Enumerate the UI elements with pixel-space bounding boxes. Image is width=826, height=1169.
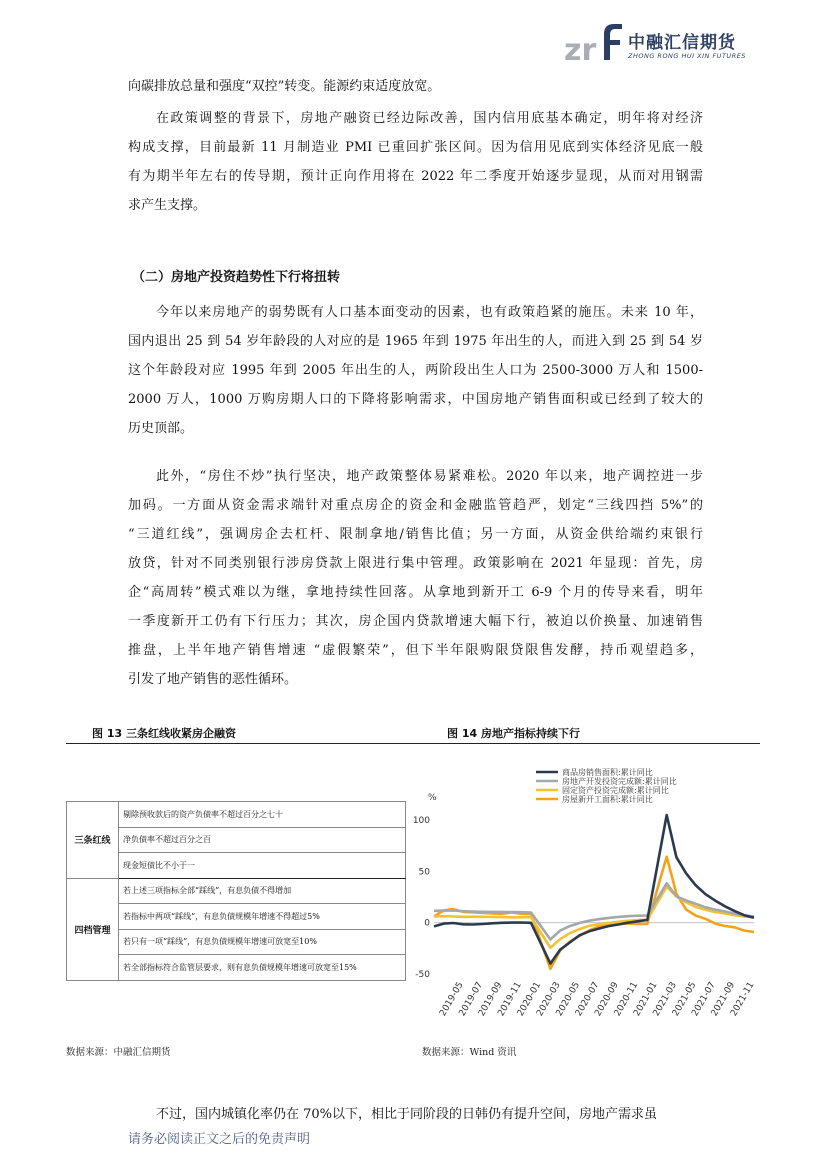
figure-14-source: 数据来源：Wind 资讯 bbox=[422, 1047, 517, 1058]
svg-text:zr: zr bbox=[564, 33, 597, 64]
paragraph-line: 有为期半年左右的传导期，预计正向作用将在 2022 年二季度开始逐步显现，从而对用钢需 bbox=[128, 169, 703, 184]
paragraph-line: 加码。一方面从资金需求端针对重点房企的资金和金融监管趋严，划定“三线四挡 5%”的 bbox=[128, 498, 703, 513]
paragraph-1 bbox=[128, 72, 703, 101]
y-tick-label: 50 bbox=[418, 867, 430, 878]
group-label: 四档管理 bbox=[67, 878, 119, 980]
paragraph-line: 在政策调整的背景下，房地产融资已经边际改善，国内信用底基本确定，明年将对经济 bbox=[156, 111, 703, 126]
series-line bbox=[434, 815, 754, 964]
paragraph-line: 不过，国内城镇化率仍在 70%以下，相比于同阶段的日韩仍有提升空间，房地产需求虽 bbox=[156, 1107, 658, 1122]
figure-rule bbox=[66, 743, 760, 744]
figure-14-title: 图 14 房地产指标持续下行 bbox=[447, 727, 580, 740]
table-cell: 若全部指标符合监管层要求，则有息负债规模年增速可放宽至15% bbox=[119, 955, 406, 981]
figure-13-title: 图 13 三条红线收紧房企融资 bbox=[92, 727, 236, 740]
paragraph-2 bbox=[128, 104, 703, 220]
paragraph-3 bbox=[128, 298, 703, 443]
paragraph-line: 企“高周转”模式难以为继，拿地持续性回落。从拿地到新开工 6-9 个月的传导来看，明年 bbox=[128, 585, 703, 600]
x-tick-label: 2020-07 bbox=[573, 980, 602, 1019]
paragraph-line: 向碳排放总量和强度“双控”转变。能源约束适度放宽。 bbox=[128, 79, 441, 94]
y-tick-label: 0 bbox=[424, 918, 430, 929]
x-tick-label: 2021-09 bbox=[709, 980, 738, 1019]
x-tick-label: 2021-05 bbox=[670, 980, 699, 1019]
group-label: 三条红线 bbox=[67, 802, 119, 879]
paragraph-line: 推盘，上半年地产销售增速 “虚假繁荣”，但下半年限购限贷限售发酵，持币观望趋多， bbox=[128, 643, 703, 658]
paragraph-4 bbox=[128, 462, 703, 694]
table-cell: 净负债率不超过百分之百 bbox=[119, 827, 406, 853]
table-cell: 剔除预收款后的资产负债率不超过百分之七十 bbox=[119, 802, 406, 828]
x-tick-label: 2021-07 bbox=[690, 980, 718, 1019]
legend-label: 商品房销售面积:累计同比 bbox=[562, 768, 653, 777]
paragraph-line: 一季度新开工仍有下行压力；其次，房企国内贷款增速大幅下行，被迫以价换量、加速销售 bbox=[128, 614, 703, 629]
company-logo bbox=[564, 20, 774, 66]
paragraph-line: 2000 万人，1000 万购房期人口的下降将影响需求，中国房地产销售面积或已经到了较大的 bbox=[128, 392, 703, 407]
paragraph-line: 国内退出 25 到 54 岁年龄段的人对应的是 1965 年到 1975 年出生的人，而进入到 25 到 54 岁 bbox=[128, 334, 703, 349]
paragraph-line: 此外，“房住不炒”执行坚决，地产政策整体易紧难松。2020 年以来，地产调控进一步 bbox=[156, 469, 703, 484]
x-tick-label: 2019-09 bbox=[477, 980, 505, 1019]
section-title: （二）房地产投资趋势性下行将扭转 bbox=[132, 270, 341, 285]
paragraph-5 bbox=[128, 1100, 703, 1129]
three-red-lines-table bbox=[66, 801, 406, 981]
table-cell: 若只有一项“踩线”，有息负债规模年增速可放宽至10% bbox=[119, 929, 406, 955]
table-cell: 若上述三项指标全部“踩线”，有息负债不得增加 bbox=[119, 878, 406, 904]
x-tick-label: 2019-07 bbox=[457, 980, 486, 1019]
logo-cn-text: 中融汇信期货 bbox=[628, 33, 736, 53]
x-tick-label: 2021-01 bbox=[632, 980, 660, 1019]
y-tick-label: -50 bbox=[415, 970, 430, 980]
y-tick-label: 100 bbox=[412, 816, 430, 826]
x-tick-label: 2021-03 bbox=[651, 980, 680, 1019]
disclaimer: 请务必阅读正文之后的免责声明 bbox=[128, 1132, 311, 1147]
paragraph-line: 构成支撑，目前最新 11 月制造业 PMI 已重回扩张区间。因为信用见底到实体经济见底一般 bbox=[128, 140, 703, 155]
paragraph-line: “三道红线”，强调房企去杠杆、限制拿地/销售比值；另一方面，从资金供给端约束银行 bbox=[128, 527, 703, 542]
legend-label: 房屋新开工面积:累计同比 bbox=[562, 795, 653, 804]
logo-en-text: ZHONG RONG HUI XIN FUTURES bbox=[628, 52, 746, 60]
legend-label: 固定资产投资完成额:累计同比 bbox=[562, 786, 669, 795]
paragraph-line: 放贷，针对不同类别银行涉房贷款上限进行集中管理。政策影响在 2021 年显现：首先，房 bbox=[128, 556, 703, 571]
x-tick-label: 2020-01 bbox=[515, 980, 544, 1019]
paragraph-line: 历史顶部。 bbox=[128, 421, 194, 436]
paragraph-line: 求产生支撑。 bbox=[128, 198, 207, 213]
real-estate-indicators-chart bbox=[412, 760, 762, 1040]
x-tick-label: 2020-05 bbox=[554, 980, 583, 1019]
y-unit-label: % bbox=[428, 793, 437, 803]
table-cell: 若指标中两项“踩线”，有息负债规模年增速不得超过5% bbox=[119, 904, 406, 930]
figure-13-source: 数据来源：中融汇信期货 bbox=[66, 1047, 171, 1058]
table-cell: 现金短债比不小于一 bbox=[119, 853, 406, 879]
paragraph-line: 引发了地产销售的恶性循环。 bbox=[128, 672, 298, 687]
table-row bbox=[67, 878, 406, 904]
zrf-logo-mark bbox=[564, 20, 624, 64]
x-tick-label: 2019-05 bbox=[438, 980, 466, 1019]
paragraph-line: 这个年龄段对应 1995 年到 2005 年出生的人，两阶段出生人口为 2500-3000 万人和 1500- bbox=[128, 363, 703, 378]
x-tick-label: 2020-11 bbox=[612, 980, 641, 1019]
table-row bbox=[67, 802, 406, 828]
paragraph-line: 今年以来房地产的弱势既有人口基本面变动的因素，也有政策趋紧的施压。未来 10 年， bbox=[156, 305, 703, 320]
x-tick-label: 2021-11 bbox=[729, 980, 757, 1019]
x-tick-label: 2019-11 bbox=[496, 980, 524, 1019]
x-tick-label: 2020-09 bbox=[593, 980, 621, 1019]
x-tick-label: 2020-03 bbox=[535, 980, 563, 1019]
legend-label: 房地产开发投资完成额:累计同比 bbox=[562, 777, 677, 786]
